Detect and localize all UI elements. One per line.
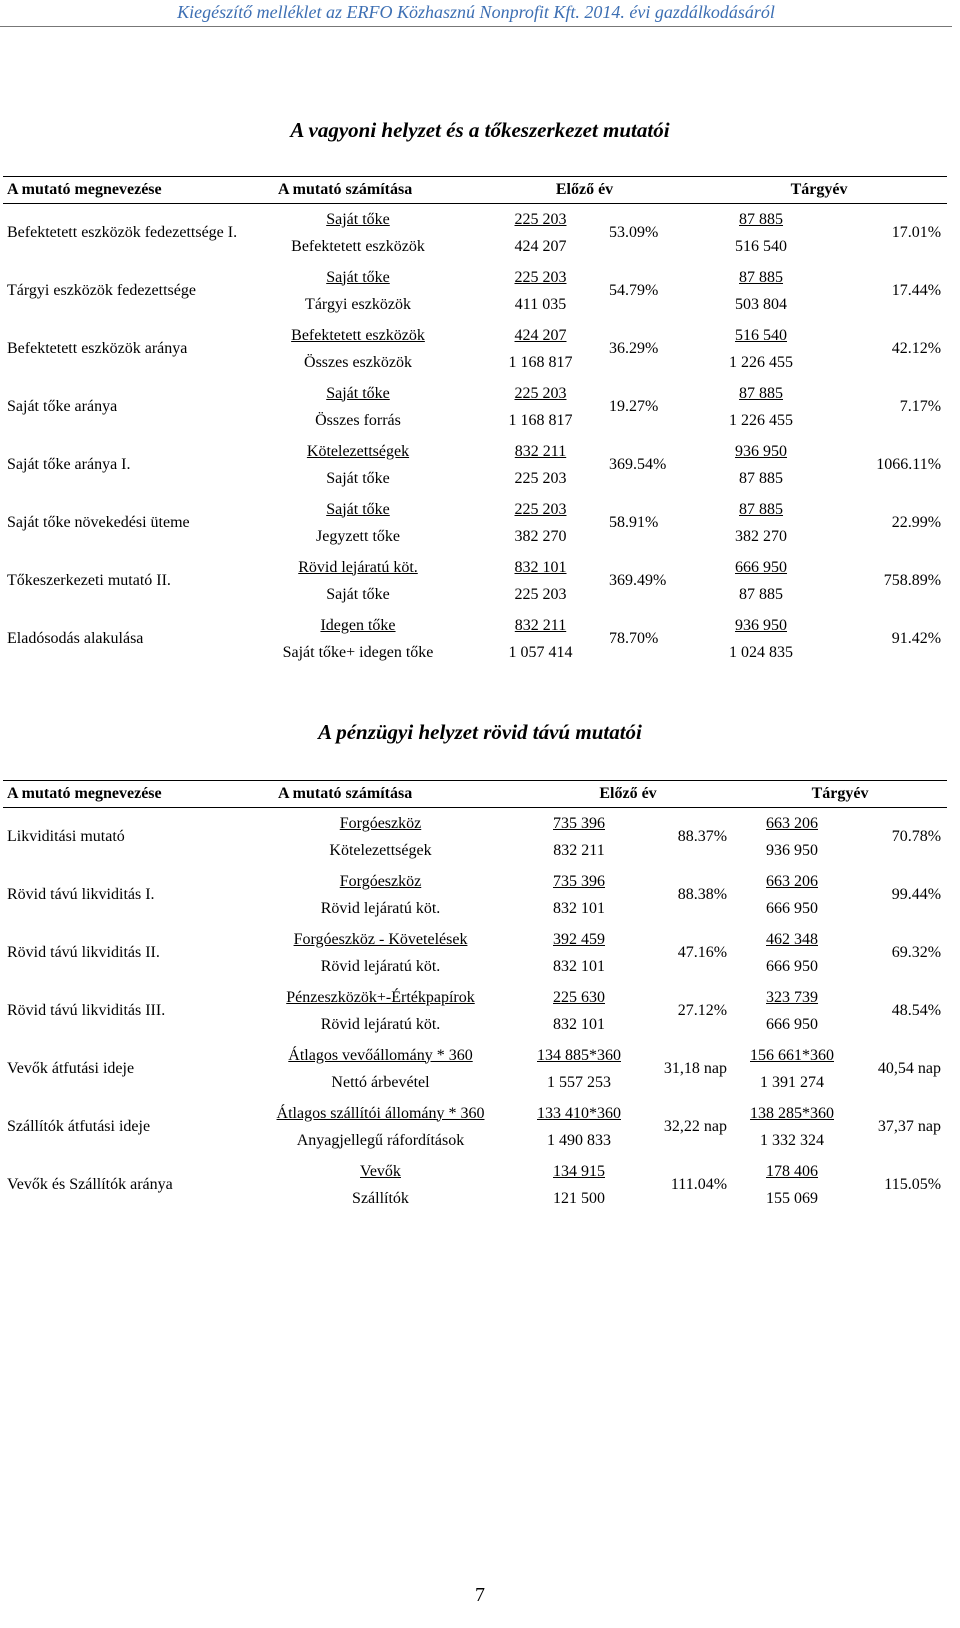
formula-numerator: Saját tőke xyxy=(326,268,390,286)
formula-numerator: Saját tőke xyxy=(326,500,390,518)
cell-prev-fraction xyxy=(478,204,603,262)
cell-prev-value xyxy=(635,866,733,924)
current-year-value: 17.44% xyxy=(891,281,942,299)
current-year-value: 99.44% xyxy=(891,885,942,903)
cell-formula xyxy=(238,982,523,1040)
col-header-cur: Tárgyév xyxy=(733,781,947,808)
cell-prev-fraction xyxy=(478,494,603,552)
current-year-numerator: 936 950 xyxy=(735,442,788,460)
indicator-name: Saját tőke aránya I. xyxy=(7,455,131,473)
prev-year-numerator: 832 211 xyxy=(514,442,567,460)
formula-denominator: Összes forrás xyxy=(315,411,401,429)
col-header-name: A mutató megnevezése xyxy=(3,177,238,204)
prev-year-value: 88.37% xyxy=(677,827,728,845)
col-header-calc: A mutató számítása xyxy=(238,177,478,204)
table-row xyxy=(3,1040,947,1098)
current-year-value: 17.01% xyxy=(891,223,942,241)
indicator-name: Vevők és Szállítók aránya xyxy=(7,1175,173,1193)
cell-name xyxy=(3,262,238,320)
current-year-value: 1066.11% xyxy=(876,455,942,473)
cell-formula xyxy=(238,436,478,494)
cell-prev-fraction xyxy=(523,1156,635,1214)
page-number: 7 xyxy=(475,1584,485,1606)
prev-year-denominator: 1 168 817 xyxy=(508,411,573,429)
cell-name xyxy=(3,924,238,982)
asset-position-table xyxy=(3,176,947,668)
cell-formula xyxy=(238,1156,523,1214)
table-row xyxy=(3,1098,947,1156)
formula-denominator: Összes eszközök xyxy=(304,353,412,371)
current-year-numerator: 87 885 xyxy=(739,210,784,228)
prev-year-value: 27.12% xyxy=(677,1001,728,1019)
cell-cur-fraction xyxy=(733,866,851,924)
formula-denominator: Kötelezettségek xyxy=(329,841,432,859)
cell-name xyxy=(3,610,238,668)
cell-cur-fraction xyxy=(733,924,851,982)
prev-year-denominator: 424 207 xyxy=(514,237,567,255)
col-header-prev: Előző év xyxy=(478,177,691,204)
current-year-denominator: 1 226 455 xyxy=(729,353,794,371)
section-title-financial-position: A pénzügyi helyzet rövid távú mutatói xyxy=(318,720,642,744)
current-year-value: 70.78% xyxy=(891,827,942,845)
formula-denominator: Saját tőke+ idegen tőke xyxy=(282,643,434,661)
cell-cur-value xyxy=(851,866,947,924)
cell-cur-value xyxy=(831,494,947,552)
table-row xyxy=(3,204,947,262)
current-year-numerator: 462 348 xyxy=(766,930,819,948)
cell-cur-fraction xyxy=(691,320,831,378)
current-year-denominator: 1 391 274 xyxy=(760,1073,825,1091)
table-header-row xyxy=(3,177,947,204)
cell-prev-value xyxy=(603,320,691,378)
cell-name xyxy=(3,1156,238,1214)
current-year-value: 69.32% xyxy=(891,943,942,961)
cell-formula xyxy=(238,610,478,668)
formula-denominator: Saját tőke xyxy=(326,585,390,603)
formula-numerator: Átlagos vevőállomány * 360 xyxy=(288,1046,473,1064)
prev-year-numerator: 225 203 xyxy=(514,500,567,518)
table-row xyxy=(3,808,947,866)
prev-year-value: 53.09% xyxy=(609,223,659,241)
prev-year-value: 47.16% xyxy=(677,943,728,961)
cell-formula xyxy=(238,1098,523,1156)
cell-cur-fraction xyxy=(733,982,851,1040)
prev-year-denominator: 382 270 xyxy=(514,527,567,545)
cell-prev-fraction xyxy=(478,320,603,378)
cell-formula xyxy=(238,924,523,982)
prev-year-denominator: 1 168 817 xyxy=(508,353,573,371)
prev-year-denominator: 225 203 xyxy=(514,585,567,603)
prev-year-numerator: 735 396 xyxy=(553,814,605,832)
cell-formula xyxy=(238,494,478,552)
formula-numerator: Vevők xyxy=(360,1162,401,1180)
cell-formula xyxy=(238,262,478,320)
current-year-value: 7.17% xyxy=(899,397,942,415)
cell-cur-fraction xyxy=(691,552,831,610)
formula-denominator: Rövid lejáratú köt. xyxy=(320,957,441,975)
prev-year-value: 32,22 nap xyxy=(663,1117,728,1135)
prev-year-numerator: 225 203 xyxy=(514,384,567,402)
financial-position-table xyxy=(3,780,947,1214)
prev-year-numerator: 134 915 xyxy=(553,1162,605,1180)
prev-year-value: 54.79% xyxy=(609,281,659,299)
cell-cur-value xyxy=(831,320,947,378)
prev-year-denominator: 1 490 833 xyxy=(547,1131,611,1149)
indicator-name: Saját tőke aránya xyxy=(7,397,118,415)
formula-numerator: Átlagos szállítói állomány * 360 xyxy=(276,1104,485,1122)
cell-name xyxy=(3,378,238,436)
cell-cur-fraction xyxy=(691,378,831,436)
indicator-name: Szállítók átfutási ideje xyxy=(7,1117,151,1135)
col-header-calc: A mutató számítása xyxy=(238,781,523,808)
current-year-value: 22.99% xyxy=(891,513,942,531)
cell-prev-value xyxy=(603,378,691,436)
cell-name xyxy=(3,320,238,378)
table-row xyxy=(3,610,947,668)
cell-prev-value xyxy=(603,204,691,262)
formula-denominator: Szállítók xyxy=(352,1189,409,1207)
table-row xyxy=(3,552,947,610)
formula-numerator: Forgóeszköz xyxy=(339,872,422,890)
prev-year-numerator: 424 207 xyxy=(514,326,567,344)
cell-name xyxy=(3,552,238,610)
table-row xyxy=(3,982,947,1040)
current-year-numerator: 178 406 xyxy=(766,1162,819,1180)
cell-prev-fraction xyxy=(478,436,603,494)
cell-prev-value xyxy=(635,924,733,982)
cell-prev-value xyxy=(603,436,691,494)
formula-denominator: Rövid lejáratú köt. xyxy=(320,1015,441,1033)
cell-formula xyxy=(238,378,478,436)
table-row xyxy=(3,320,947,378)
indicator-name: Tőkeszerkezeti mutató II. xyxy=(7,571,171,589)
current-year-denominator: 666 950 xyxy=(766,899,819,917)
prev-year-value: 36.29% xyxy=(609,339,659,357)
cell-name xyxy=(3,982,238,1040)
current-year-denominator: 1 332 324 xyxy=(760,1131,825,1149)
cell-cur-fraction xyxy=(691,436,831,494)
formula-denominator: Rövid lejáratú köt. xyxy=(320,899,441,917)
prev-year-numerator: 735 396 xyxy=(553,872,605,890)
cell-formula xyxy=(238,1040,523,1098)
cell-cur-fraction xyxy=(733,1156,851,1214)
prev-year-numerator: 225 203 xyxy=(514,268,567,286)
table-row xyxy=(3,262,947,320)
cell-formula xyxy=(238,204,478,262)
cell-prev-value xyxy=(635,1098,733,1156)
cell-name xyxy=(3,866,238,924)
cell-cur-value xyxy=(831,378,947,436)
current-year-value: 115.05% xyxy=(884,1175,942,1193)
cell-prev-fraction xyxy=(523,1098,635,1156)
cell-cur-value xyxy=(851,924,947,982)
cell-cur-value xyxy=(851,982,947,1040)
prev-year-denominator: 832 101 xyxy=(553,899,605,917)
cell-formula xyxy=(238,866,523,924)
current-year-denominator: 936 950 xyxy=(766,841,819,859)
cell-cur-value xyxy=(831,610,947,668)
prev-year-value: 111.04% xyxy=(670,1175,728,1193)
indicator-name: Saját tőke növekedési üteme xyxy=(7,513,190,531)
cell-name xyxy=(3,808,238,866)
cell-cur-value xyxy=(851,1040,947,1098)
cell-prev-fraction xyxy=(478,262,603,320)
col-header-cur: Tárgyév xyxy=(691,177,947,204)
prev-year-value: 58.91% xyxy=(609,513,659,531)
current-year-denominator: 155 069 xyxy=(766,1189,819,1207)
current-year-numerator: 87 885 xyxy=(739,384,784,402)
cell-prev-value xyxy=(603,552,691,610)
table-row xyxy=(3,494,947,552)
indicator-name: Rövid távú likviditás III. xyxy=(7,1001,166,1019)
cell-prev-fraction xyxy=(523,808,635,866)
prev-year-value: 78.70% xyxy=(609,629,659,647)
formula-denominator: Nettó árbevétel xyxy=(331,1073,430,1091)
table-row xyxy=(3,924,947,982)
formula-denominator: Saját tőke xyxy=(326,469,390,487)
current-year-numerator: 323 739 xyxy=(766,988,819,1006)
indicator-name: Vevők átfutási ideje xyxy=(7,1059,135,1077)
indicator-name: Befektetett eszközök aránya xyxy=(7,339,188,357)
cell-name xyxy=(3,1098,238,1156)
current-year-value: 48.54% xyxy=(891,1001,942,1019)
cell-prev-fraction xyxy=(478,378,603,436)
prev-year-numerator: 134 885*360 xyxy=(537,1046,621,1064)
current-year-numerator: 936 950 xyxy=(735,616,788,634)
cell-name xyxy=(3,494,238,552)
formula-numerator: Saját tőke xyxy=(326,210,390,228)
cell-prev-value xyxy=(635,808,733,866)
indicator-name: Rövid távú likviditás I. xyxy=(7,885,155,903)
indicator-name: Eladósodás alakulása xyxy=(7,629,144,647)
formula-denominator: Jegyzett tőke xyxy=(316,527,400,545)
cell-prev-fraction xyxy=(478,552,603,610)
cell-cur-fraction xyxy=(733,1098,851,1156)
formula-numerator: Pénzeszközök+-Értékpapírok xyxy=(286,988,475,1006)
formula-numerator: Rövid lejáratú köt. xyxy=(298,558,418,576)
current-year-value: 40,54 nap xyxy=(877,1059,942,1077)
current-year-numerator: 663 206 xyxy=(766,814,819,832)
cell-cur-fraction xyxy=(691,204,831,262)
current-year-value: 91.42% xyxy=(891,629,942,647)
cell-prev-fraction xyxy=(523,924,635,982)
current-year-numerator: 663 206 xyxy=(766,872,819,890)
current-year-denominator: 666 950 xyxy=(766,1015,819,1033)
prev-year-value: 19.27% xyxy=(609,397,659,415)
current-year-denominator: 666 950 xyxy=(766,957,819,975)
cell-prev-fraction xyxy=(523,982,635,1040)
cell-prev-value xyxy=(635,1156,733,1214)
prev-year-denominator: 832 211 xyxy=(553,841,605,859)
current-year-numerator: 87 885 xyxy=(739,268,784,286)
table-row xyxy=(3,378,947,436)
table-row xyxy=(3,436,947,494)
current-year-value: 37,37 nap xyxy=(877,1117,942,1135)
indicator-name: Likviditási mutató xyxy=(7,827,125,845)
formula-numerator: Idegen tőke xyxy=(320,616,396,634)
cell-formula xyxy=(238,552,478,610)
formula-numerator: Forgóeszköz xyxy=(339,814,422,832)
current-year-numerator: 156 661*360 xyxy=(750,1046,835,1064)
current-year-denominator: 87 885 xyxy=(739,585,784,603)
current-year-denominator: 1 024 835 xyxy=(729,643,794,661)
col-header-prev: Előző év xyxy=(523,781,733,808)
current-year-denominator: 503 804 xyxy=(735,295,788,313)
document-header-title: Kiegészítő melléklet az ERFO Közhasznú Nonprofit Kft. 2014. évi gazdálkodásáról xyxy=(177,2,775,22)
current-year-value: 42.12% xyxy=(891,339,942,357)
cell-prev-fraction xyxy=(523,866,635,924)
table-header-row xyxy=(3,781,947,808)
table-row xyxy=(3,866,947,924)
table-body xyxy=(3,808,947,1214)
table-row xyxy=(3,1156,947,1214)
cell-prev-value xyxy=(603,262,691,320)
cell-cur-value xyxy=(851,1156,947,1214)
cell-prev-value xyxy=(603,494,691,552)
cell-cur-fraction xyxy=(733,1040,851,1098)
current-year-denominator: 1 226 455 xyxy=(729,411,794,429)
cell-cur-fraction xyxy=(733,808,851,866)
prev-year-denominator: 832 101 xyxy=(553,957,605,975)
current-year-denominator: 382 270 xyxy=(735,527,788,545)
prev-year-numerator: 392 459 xyxy=(553,930,605,948)
header-rule xyxy=(0,26,952,27)
current-year-numerator: 138 285*360 xyxy=(750,1104,835,1122)
prev-year-value: 31,18 nap xyxy=(663,1059,728,1077)
cell-formula xyxy=(238,320,478,378)
formula-numerator: Saját tőke xyxy=(326,384,390,402)
cell-prev-fraction xyxy=(478,610,603,668)
formula-numerator: Kötelezettségek xyxy=(306,442,410,460)
prev-year-denominator: 1 557 253 xyxy=(547,1073,611,1091)
cell-prev-fraction xyxy=(523,1040,635,1098)
cell-cur-fraction xyxy=(691,262,831,320)
table-body xyxy=(3,204,947,668)
indicator-name: Tárgyi eszközök fedezettsége xyxy=(7,281,196,299)
current-year-numerator: 516 540 xyxy=(735,326,788,344)
current-year-denominator: 516 540 xyxy=(735,237,788,255)
cell-formula xyxy=(238,808,523,866)
cell-cur-value xyxy=(831,204,947,262)
current-year-denominator: 87 885 xyxy=(739,469,784,487)
current-year-numerator: 666 950 xyxy=(735,558,788,576)
cell-cur-fraction xyxy=(691,610,831,668)
prev-year-denominator: 411 035 xyxy=(514,295,567,313)
prev-year-numerator: 133 410*360 xyxy=(537,1104,621,1122)
formula-numerator: Befektetett eszközök xyxy=(291,326,425,344)
prev-year-numerator: 832 211 xyxy=(514,616,567,634)
cell-cur-value xyxy=(831,552,947,610)
cell-name xyxy=(3,204,238,262)
prev-year-denominator: 832 101 xyxy=(553,1015,605,1033)
prev-year-denominator: 121 500 xyxy=(553,1189,605,1207)
cell-cur-value xyxy=(831,262,947,320)
col-header-name: A mutató megnevezése xyxy=(3,781,238,808)
cell-name xyxy=(3,1040,238,1098)
cell-cur-value xyxy=(831,436,947,494)
cell-cur-value xyxy=(851,808,947,866)
prev-year-numerator: 225 630 xyxy=(553,988,605,1006)
cell-prev-value xyxy=(603,610,691,668)
prev-year-denominator: 1 057 414 xyxy=(508,643,573,661)
formula-denominator: Tárgyi eszközök xyxy=(305,295,411,313)
cell-cur-value xyxy=(851,1098,947,1156)
prev-year-numerator: 225 203 xyxy=(514,210,567,228)
prev-year-denominator: 225 203 xyxy=(514,469,567,487)
cell-prev-value xyxy=(635,1040,733,1098)
prev-year-value: 369.54% xyxy=(609,455,667,473)
formula-denominator: Befektetett eszközök xyxy=(291,237,425,255)
prev-year-value: 369.49% xyxy=(609,571,667,589)
indicator-name: Rövid távú likviditás II. xyxy=(7,943,160,961)
cell-name xyxy=(3,436,238,494)
current-year-value: 758.89% xyxy=(883,571,942,589)
formula-numerator: Forgóeszköz - Követelések xyxy=(293,930,468,948)
formula-denominator: Anyagjellegű ráfordítások xyxy=(296,1131,465,1149)
indicator-name: Befektetett eszközök fedezettsége I. xyxy=(7,223,238,241)
prev-year-value: 88.38% xyxy=(677,885,728,903)
section-title-asset-position: A vagyoni helyzet és a tőkeszerkezet mutatói xyxy=(290,118,670,142)
current-year-numerator: 87 885 xyxy=(739,500,784,518)
cell-cur-fraction xyxy=(691,494,831,552)
prev-year-numerator: 832 101 xyxy=(514,558,567,576)
cell-prev-value xyxy=(635,982,733,1040)
